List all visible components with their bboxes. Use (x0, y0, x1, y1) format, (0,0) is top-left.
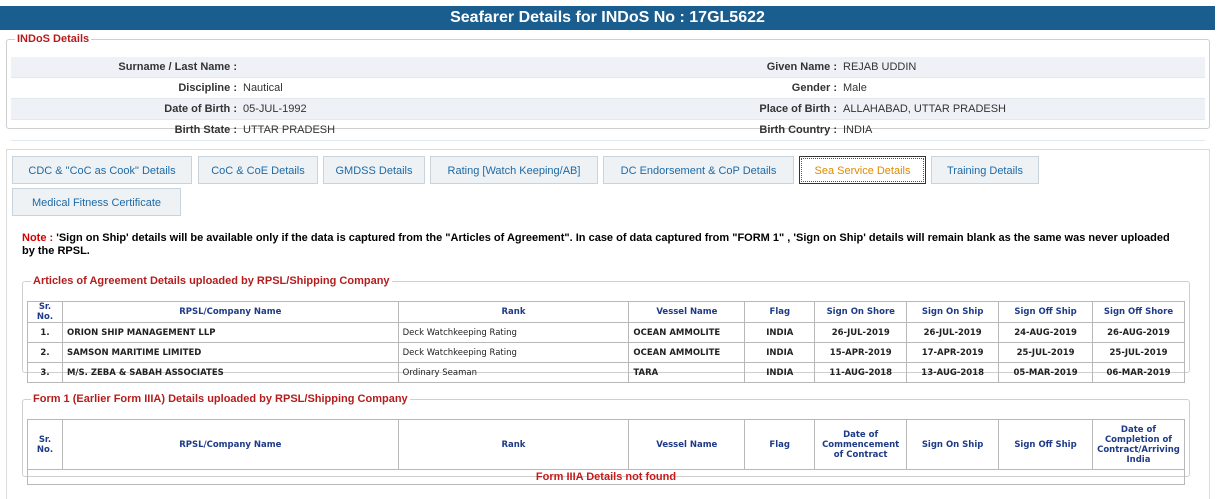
form1-header-flag: Flag (745, 420, 815, 470)
discipline-label: Discipline : (11, 78, 241, 99)
sr-no-cell: 3. (28, 363, 63, 383)
sign-on-shore-cell: 11-AUG-2018 (815, 363, 907, 383)
aoa-header-sign-off-ship: Sign Off Ship (999, 302, 1093, 323)
form1-table (27, 419, 1185, 485)
birth-country-label: Birth Country : (591, 120, 841, 141)
form1-panel (22, 393, 1190, 483)
form1-header-sign-on-ship: Sign On Ship (907, 420, 999, 470)
sr-no-cell: 2. (28, 343, 63, 363)
aoa-table (27, 301, 1185, 383)
sign-on-ship-cell: 17-APR-2019 (907, 343, 999, 363)
form1-header-commencement: Date of Commencement of Contract (815, 420, 907, 470)
form1-legend: Form 1 (Earlier Form IIIA) Details uploaded by RPSL/Shipping Company (33, 393, 408, 405)
sign-on-ship-cell: 13-AUG-2018 (907, 363, 999, 383)
flag-cell: INDIA (745, 323, 815, 343)
place-of-birth-value: ALLAHABAD, UTTAR PRADESH (841, 99, 1205, 120)
table-row (28, 323, 1185, 343)
flag-cell: INDIA (745, 363, 815, 383)
birth-country-value: INDIA (841, 120, 1205, 141)
table-row (28, 343, 1185, 363)
flag-cell: INDIA (745, 343, 815, 363)
form1-header-sign-off-ship: Sign Off Ship (999, 420, 1093, 470)
aoa-header-sign-on-ship: Sign On Ship (907, 302, 999, 323)
rank-cell: Deck Watchkeeping Rating (398, 343, 629, 363)
form1-header-vessel: Vessel Name (629, 420, 745, 470)
note-text (22, 232, 1172, 258)
rank-cell: Deck Watchkeeping Rating (398, 323, 629, 343)
sign-off-shore-cell: 06-MAR-2019 (1093, 363, 1185, 383)
surname-label: Surname / Last Name : (11, 57, 241, 78)
page-title: Seafarer Details for INDoS No : 17GL5622 (0, 6, 1215, 30)
indos-details-panel (6, 33, 1210, 136)
vessel-cell: OCEAN AMMOLITE (629, 323, 745, 343)
given-name-value: REJAB UDDIN (841, 57, 1205, 78)
vessel-cell: OCEAN AMMOLITE (629, 343, 745, 363)
tab-rating-watch-keeping[interactable]: Rating [Watch Keeping/AB] (430, 156, 598, 184)
form1-header-company: RPSL/Company Name (62, 420, 398, 470)
sign-off-shore-cell: 26-AUG-2019 (1093, 323, 1185, 343)
given-name-label: Given Name : (591, 57, 841, 78)
tab-training[interactable]: Training Details (931, 156, 1039, 184)
company-cell: SAMSON MARITIME LIMITED (62, 343, 398, 363)
surname-value (241, 57, 591, 78)
sign-off-shore-cell: 25-JUL-2019 (1093, 343, 1185, 363)
note-label: Note : (22, 232, 54, 244)
aoa-legend: Articles of Agreement Details uploaded by RPSL/Shipping Company (33, 275, 390, 287)
indos-details-table (11, 57, 1205, 141)
indos-row (11, 78, 1205, 99)
vessel-cell: TARA (629, 363, 745, 383)
company-cell: ORION SHIP MANAGEMENT LLP (62, 323, 398, 343)
birth-state-value: UTTAR PRADESH (241, 120, 591, 141)
form1-header-sr-no: Sr. No. (28, 420, 63, 470)
tab-cdc-coc-cook[interactable]: CDC & "CoC as Cook" Details (12, 156, 192, 184)
note-body: 'Sign on Ship' details will be available only if the data is captured from the "Articles of Agreement". In case of data captured from "FORM 1" , 'Sign on Ship' details will remain blank as the same was never uploaded by the RPSL. (22, 232, 1170, 257)
tab-coc-coe[interactable]: CoC & CoE Details (198, 156, 318, 184)
articles-of-agreement-panel (22, 275, 1190, 378)
aoa-header-vessel: Vessel Name (629, 302, 745, 323)
gender-value: Male (841, 78, 1205, 99)
dob-label: Date of Birth : (11, 99, 241, 120)
sign-off-ship-cell: 25-JUL-2019 (999, 343, 1093, 363)
indos-details-legend: INDoS Details (17, 33, 90, 45)
form1-header-completion: Date of Completion of Contract/Arriving India (1092, 420, 1184, 470)
aoa-header-rank: Rank (398, 302, 629, 323)
gender-label: Gender : (591, 78, 841, 99)
sign-off-ship-cell: 05-MAR-2019 (999, 363, 1093, 383)
sign-off-ship-cell: 24-AUG-2019 (999, 323, 1093, 343)
tab-gmdss[interactable]: GMDSS Details (323, 156, 425, 184)
indos-row (11, 120, 1205, 141)
form1-header-rank: Rank (398, 420, 629, 470)
aoa-header-sign-off-shore: Sign Off Shore (1093, 302, 1185, 323)
tab-sea-service[interactable]: Sea Service Details (799, 156, 926, 184)
tab-medical-fitness[interactable]: Medical Fitness Certificate (12, 188, 181, 216)
aoa-header-sign-on-shore: Sign On Shore (815, 302, 907, 323)
aoa-header-flag: Flag (745, 302, 815, 323)
birth-state-label: Birth State : (11, 120, 241, 141)
table-row (28, 363, 1185, 383)
aoa-header-company: RPSL/Company Name (62, 302, 398, 323)
indos-row (11, 99, 1205, 120)
indos-row (11, 57, 1205, 78)
sr-no-cell: 1. (28, 323, 63, 343)
aoa-header-sr-no: Sr. No. (28, 302, 63, 323)
sign-on-shore-cell: 15-APR-2019 (815, 343, 907, 363)
sign-on-shore-cell: 26-JUL-2019 (815, 323, 907, 343)
company-cell: M/S. ZEBA & SABAH ASSOCIATES (62, 363, 398, 383)
sign-on-ship-cell: 26-JUL-2019 (907, 323, 999, 343)
dob-value: 05-JUL-1992 (241, 99, 591, 120)
place-of-birth-label: Place of Birth : (591, 99, 841, 120)
rank-cell: Ordinary Seaman (398, 363, 629, 383)
form1-not-found-message: Form IIIA Details not found (28, 470, 1185, 485)
discipline-value: Nautical (241, 78, 591, 99)
tab-dc-endorsement-cop[interactable]: DC Endorsement & CoP Details (603, 156, 794, 184)
